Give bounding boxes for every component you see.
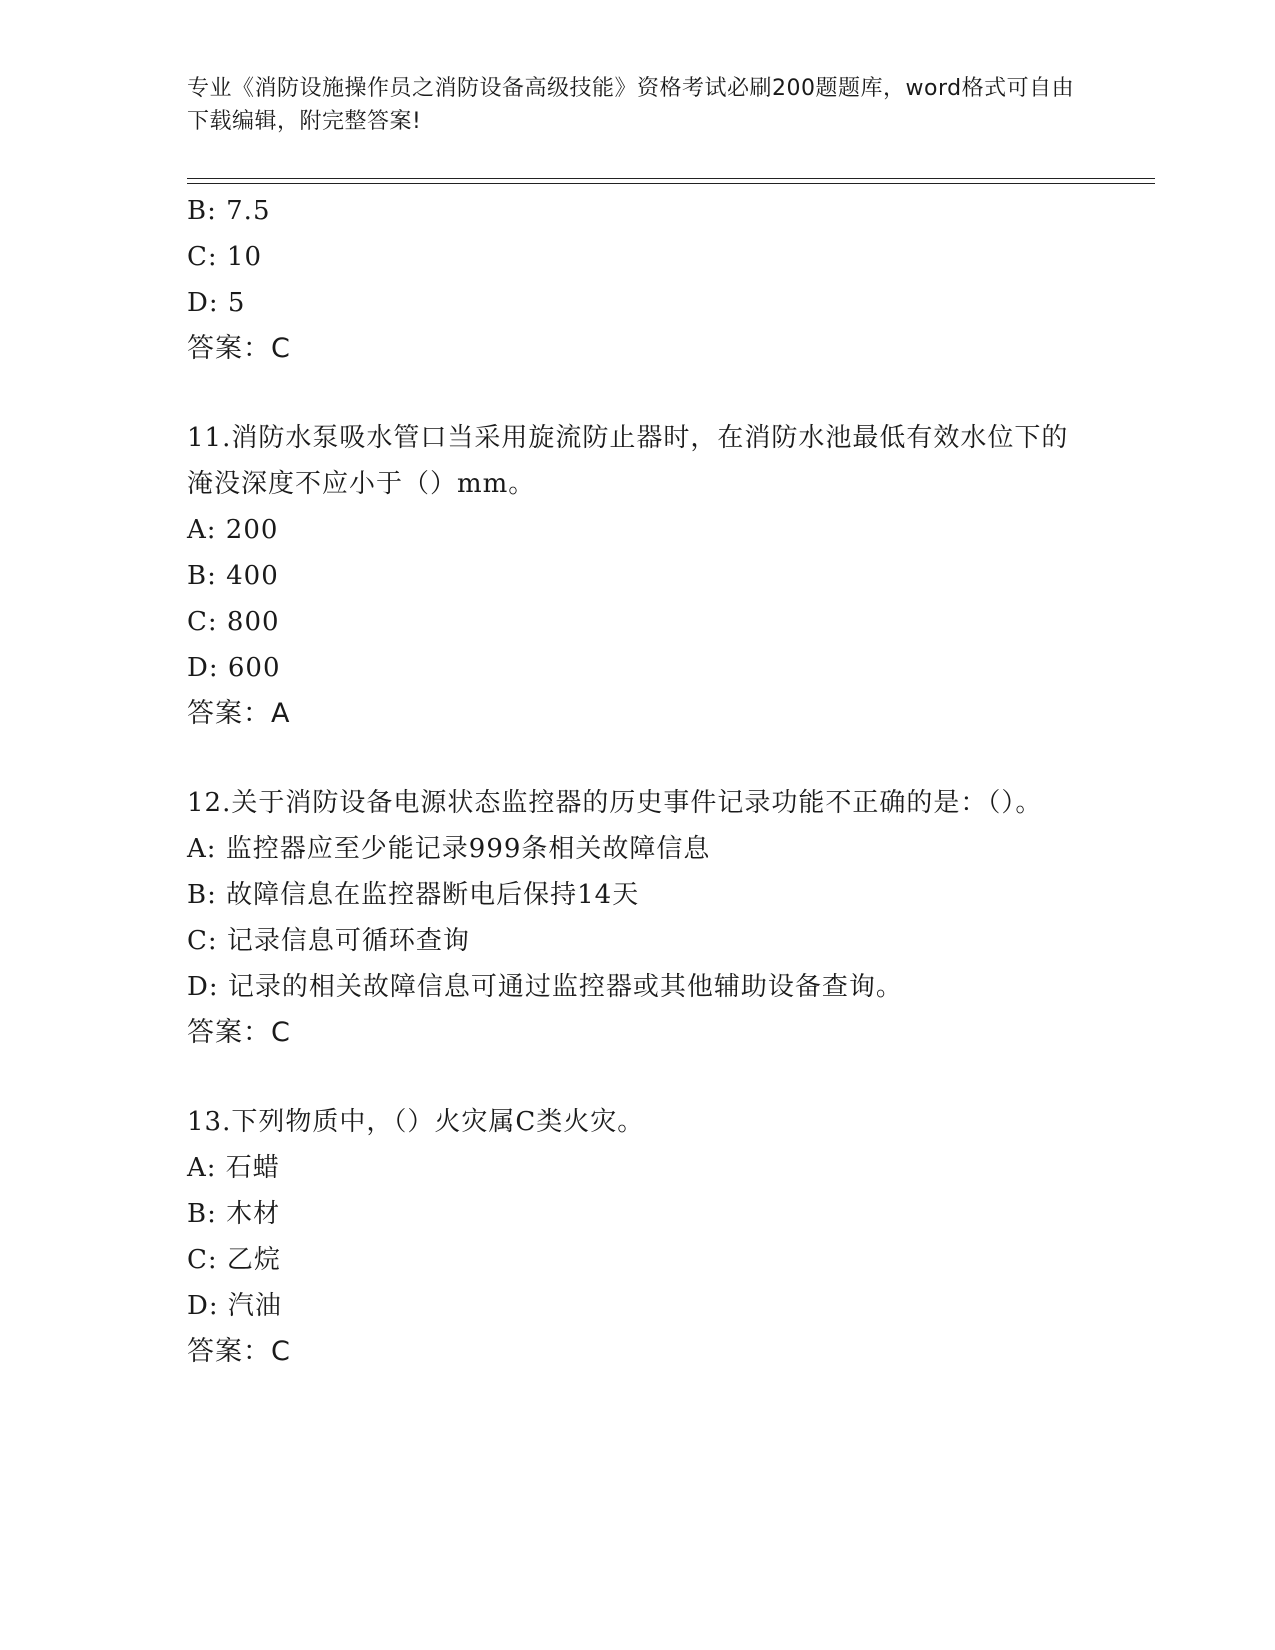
option: C: 记录信息可循环查询 <box>187 926 470 956</box>
option: B: 木材 <box>187 1199 281 1229</box>
option: A: 200 <box>187 515 279 545</box>
document-header <box>187 72 1087 138</box>
option: D: 600 <box>187 653 281 683</box>
header-rule-bottom <box>187 183 1155 184</box>
answer: 答案：C <box>187 1017 291 1048</box>
option: B: 400 <box>187 561 279 591</box>
question-list <box>187 188 1087 1375</box>
question-block <box>187 1099 1087 1375</box>
option: C: 800 <box>187 607 280 637</box>
answer: 答案：C <box>187 1336 291 1367</box>
answer: 答案：C <box>187 333 291 364</box>
question-text: 11.消防水泵吸水管口当采用旋流防止器时，在消防水池最低有效水位下的淹没深度不应小于（）mm。 <box>187 423 1069 499</box>
question-block <box>187 415 1087 737</box>
question-text: 12.关于消防设备电源状态监控器的历史事件记录功能不正确的是：（）。 <box>187 788 1043 818</box>
question-block <box>187 780 1087 1056</box>
option: D: 记录的相关故障信息可通过监控器或其他辅助设备查询。 <box>187 972 903 1002</box>
option: B: 7.5 <box>187 196 271 226</box>
header-rule-top <box>187 178 1155 179</box>
option: A: 石蜡 <box>187 1153 280 1183</box>
answer: 答案：A <box>187 698 291 729</box>
option: C: 10 <box>187 242 263 272</box>
option: D: 5 <box>187 288 246 318</box>
question-text: 13.下列物质中，（）火灾属C类火灾。 <box>187 1107 645 1137</box>
header-title: 专业《消防设施操作员之消防设备高级技能》资格考试必刷200题题库，word格式可自由下载编辑，附完整答案! <box>187 76 1075 134</box>
previous-question-tail <box>187 188 1087 372</box>
option: B: 故障信息在监控器断电后保持14天 <box>187 880 640 910</box>
option: C: 乙烷 <box>187 1245 281 1275</box>
option: A: 监控器应至少能记录999条相关故障信息 <box>187 834 711 864</box>
option: D: 汽油 <box>187 1291 282 1321</box>
